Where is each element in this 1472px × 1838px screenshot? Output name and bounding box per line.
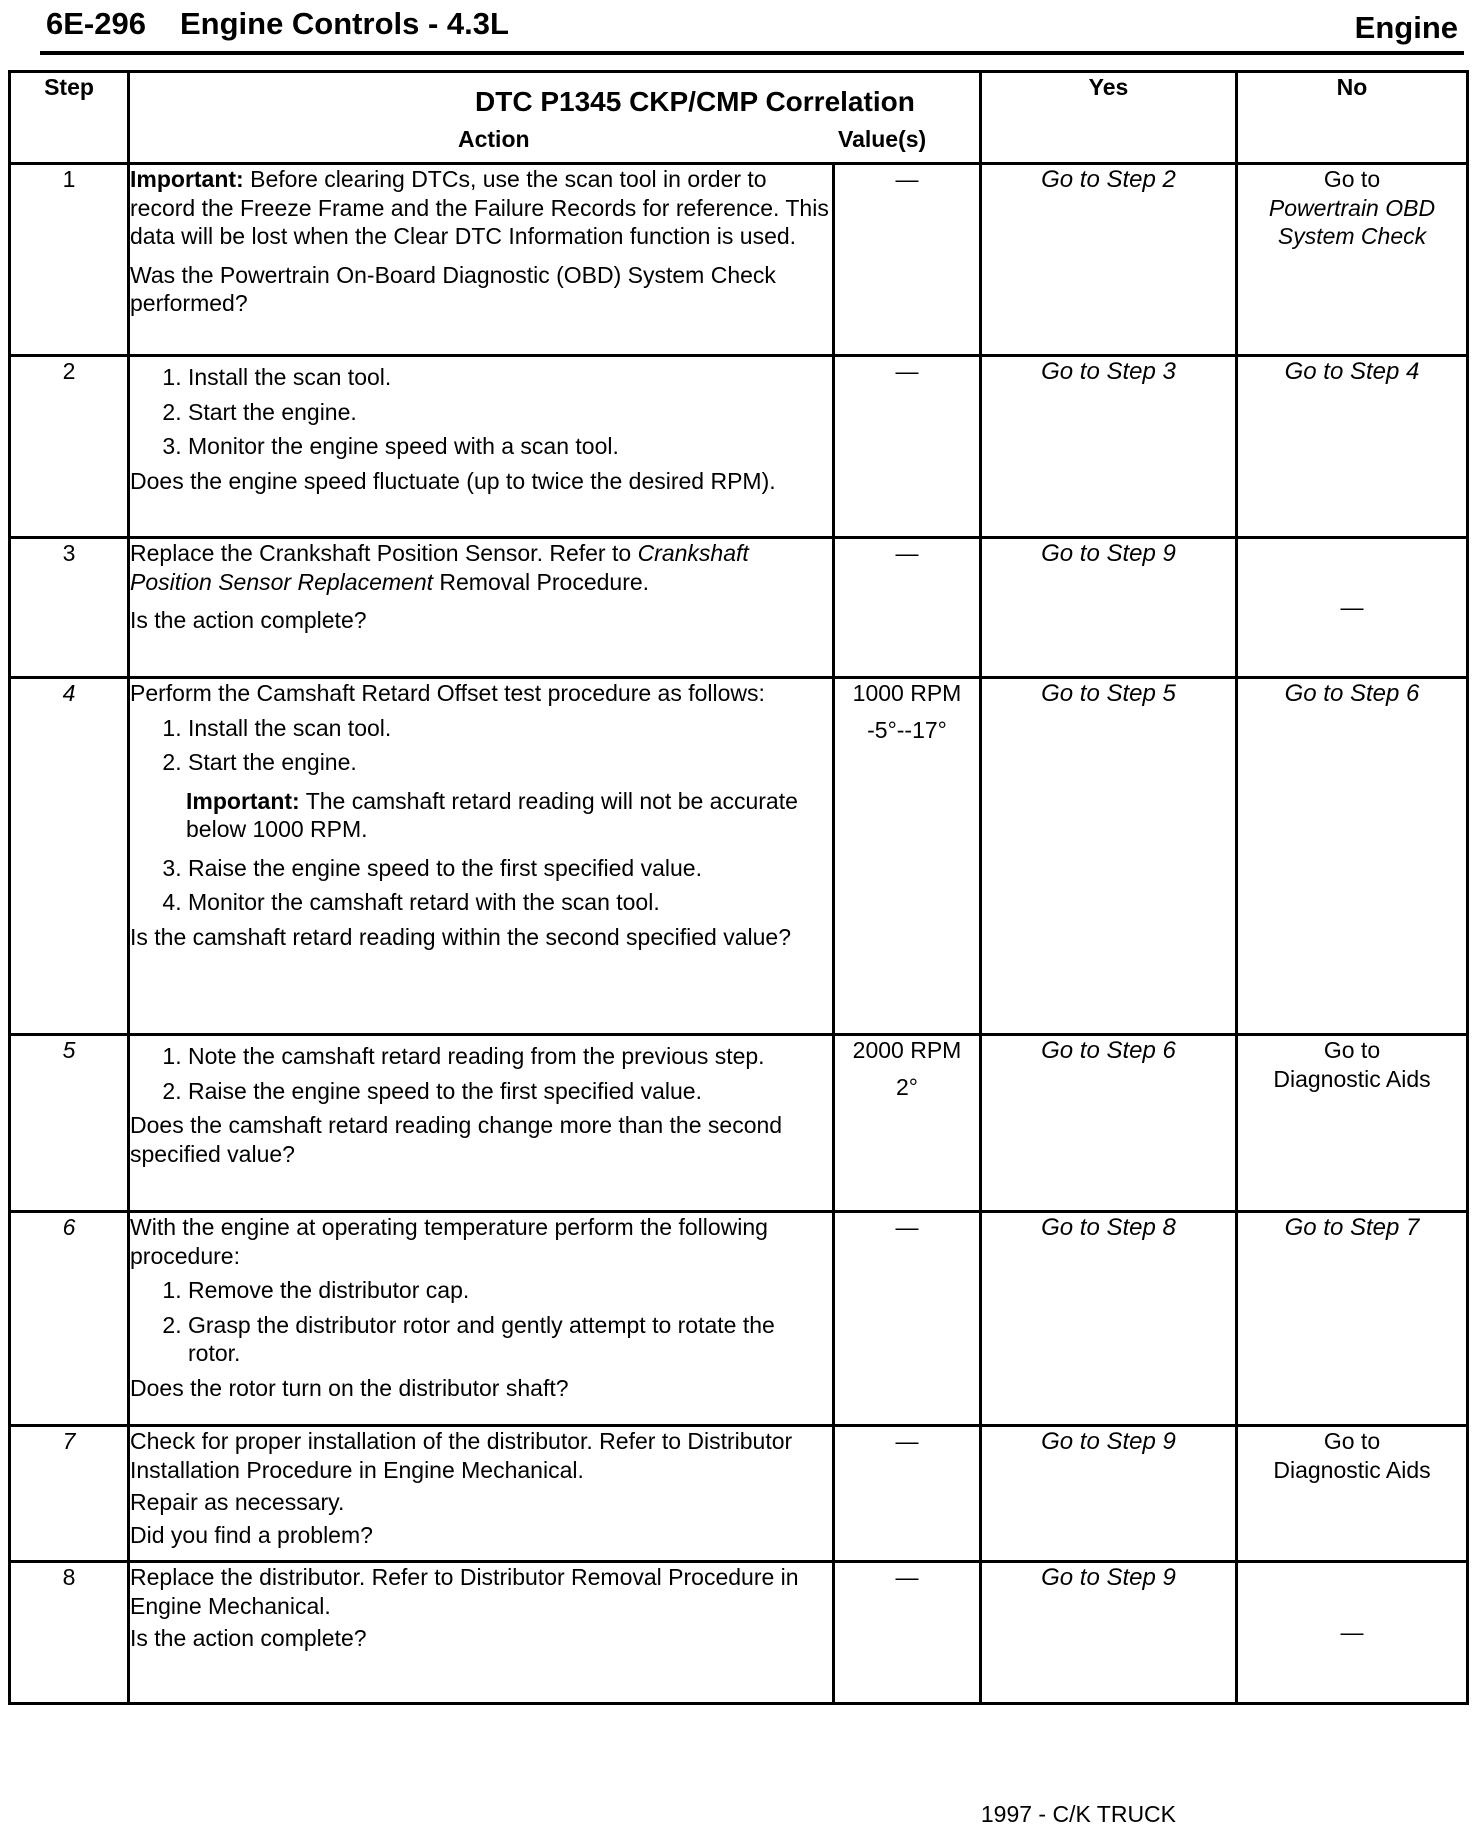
column-header-yes: Yes [981, 72, 1237, 164]
step-number: 7 [10, 1426, 129, 1562]
no-link[interactable]: Go to Step 6 [1284, 680, 1420, 707]
action-text: Replace the distributor. Refer to Distributor Removal Procedure in Engine Mechanical. [130, 1564, 799, 1619]
no-link[interactable]: Diagnostic Aids [1273, 1456, 1431, 1483]
page-header [40, 6, 1460, 48]
table-header-row [10, 72, 1468, 164]
column-header-action: Action [458, 126, 530, 153]
section-tab: Engine [1354, 10, 1458, 45]
procedure-list [130, 714, 832, 777]
diagnostic-table [8, 70, 1469, 1705]
no-cell [1237, 356, 1468, 538]
value-cell: — [834, 538, 981, 678]
yes-cell [981, 538, 1237, 678]
action-cell [129, 1212, 834, 1426]
action-cell [129, 1562, 834, 1704]
no-text: — [1340, 1619, 1364, 1646]
table-row [10, 1212, 1468, 1426]
no-cell [1237, 1035, 1468, 1212]
value-cell: — [834, 1426, 981, 1562]
no-link[interactable]: Diagnostic Aids [1273, 1065, 1431, 1092]
value-primary: 1000 RPM [852, 680, 962, 706]
step-number: 2 [10, 356, 129, 538]
yes-link[interactable]: Go to Step 3 [1041, 358, 1176, 385]
yes-link[interactable]: Go to Step 5 [1041, 680, 1176, 707]
important-label: Important: [186, 787, 300, 814]
procedure-list [130, 1276, 832, 1368]
step-number: 3 [10, 538, 129, 678]
yes-link[interactable]: Go to Step 9 [1041, 1564, 1176, 1591]
table-row [10, 538, 1468, 678]
action-text [130, 539, 832, 596]
table-row [10, 678, 1468, 1035]
value-cell: — [834, 1562, 981, 1704]
no-cell [1237, 538, 1468, 678]
action-text-part: Replace the Crankshaft Position Sensor. Refer to [130, 540, 638, 566]
table-row [10, 356, 1468, 538]
question-text: Does the camshaft retard reading change more than the second specified value? [130, 1112, 783, 1167]
procedure-list [130, 363, 832, 461]
title-cell [129, 72, 981, 164]
list-item: 3. Raise the engine speed to the first specified value. [188, 854, 832, 883]
yes-cell [981, 1562, 1237, 1704]
step-number: 6 [10, 1212, 129, 1426]
no-text: Go to [1323, 166, 1381, 192]
value-cell [834, 1035, 981, 1212]
list-item: 4. Monitor the camshaft retard with the scan tool. [188, 888, 832, 917]
question-text: Is the camshaft retard reading within the second specified value? [130, 923, 791, 950]
no-text: Go to [1323, 1037, 1381, 1063]
step-number: 5 [10, 1035, 129, 1212]
step-number: 8 [10, 1562, 129, 1704]
table-title: DTC P1345 CKP/CMP Correlation [475, 86, 915, 117]
list-item: 1. Install the scan tool. [188, 714, 832, 743]
table-row [10, 1035, 1468, 1212]
question-text: Is the action complete? [130, 607, 367, 634]
list-item: 2. Start the engine. [188, 748, 832, 777]
action-cell [129, 164, 834, 356]
yes-link[interactable]: Go to Step 8 [1041, 1214, 1176, 1241]
important-text: Before clearing DTCs, use the scan tool in order to record the Freeze Frame and the Failure Records for reference. This data will be lost when the Clear DTC Information function is used. [130, 166, 829, 250]
no-cell [1237, 164, 1468, 356]
table-row [10, 1426, 1468, 1562]
value-primary: 2000 RPM [852, 1037, 962, 1063]
value-cell: — [834, 1212, 981, 1426]
yes-cell [981, 1035, 1237, 1212]
header-left [46, 6, 509, 42]
question-text: Does the rotor turn on the distributor shaft? [130, 1374, 569, 1401]
action-cell [129, 1035, 834, 1212]
question-text: Is the action complete? [130, 1625, 367, 1652]
intro-text: Perform the Camshaft Retard Offset test procedure as follows: [130, 680, 765, 706]
procedure-reference: Crankshaft Position Sensor Replacement [130, 540, 749, 595]
list-item: 2. Raise the engine speed to the first specified value. [188, 1077, 832, 1106]
list-item: 1. Install the scan tool. [188, 363, 832, 392]
no-cell [1237, 1212, 1468, 1426]
action-cell [129, 678, 834, 1035]
action-text: Repair as necessary. [130, 1489, 345, 1516]
yes-link[interactable]: Go to Step 2 [1041, 166, 1176, 193]
column-header-no: No [1237, 72, 1468, 164]
column-header-step: Step [10, 72, 129, 164]
value-cell: — [834, 356, 981, 538]
list-item: 1. Note the camshaft retard reading from the previous step. [188, 1042, 832, 1071]
header-rule [40, 51, 1464, 55]
no-cell [1237, 1562, 1468, 1704]
list-item: 2. Start the engine. [188, 398, 832, 427]
important-label: Important: [130, 166, 244, 192]
page-code: 6E-296 [46, 6, 146, 41]
action-cell [129, 1426, 834, 1562]
procedure-list [130, 854, 832, 917]
yes-cell [981, 356, 1237, 538]
no-link[interactable]: Go to Step 7 [1284, 1214, 1420, 1241]
list-item: 2. Grasp the distributor rotor and gently attempt to rotate the rotor. [188, 1311, 832, 1368]
value-secondary: -5°--17° [867, 716, 947, 743]
list-item: 3. Monitor the engine speed with a scan tool. [188, 432, 832, 461]
question-text: Did you find a problem? [130, 1521, 373, 1548]
step-number: 1 [10, 164, 129, 356]
yes-cell [981, 1212, 1237, 1426]
yes-cell [981, 164, 1237, 356]
no-link[interactable]: Go to Step 4 [1284, 358, 1420, 385]
procedure-list [130, 1042, 832, 1105]
table-row [10, 1562, 1468, 1704]
action-text: Check for proper installation of the distributor. Refer to Distributor Installation Procedure in Engine Mechanical. [130, 1428, 793, 1483]
no-cell [1237, 1426, 1468, 1562]
value-cell [834, 678, 981, 1035]
question-text: Was the Powertrain On-Board Diagnostic (OBD) System Check performed? [130, 261, 776, 317]
intro-text: With the engine at operating temperature perform the following procedure: [130, 1214, 768, 1269]
yes-link[interactable]: Go to Step 6 [1041, 1037, 1176, 1064]
step-number: 4 [10, 678, 129, 1035]
page-footer: 1997 - C/K TRUCK [980, 1801, 1176, 1827]
yes-link[interactable]: Go to Step 9 [1041, 1428, 1176, 1455]
yes-cell [981, 1426, 1237, 1562]
no-text: Go to [1323, 1428, 1381, 1454]
important-note [130, 787, 832, 844]
list-item: 1. Remove the distributor cap. [188, 1276, 832, 1305]
question-text: Does the engine speed fluctuate (up to twice the desired RPM). [130, 467, 776, 494]
important-note [130, 165, 832, 251]
yes-link[interactable]: Go to Step 9 [1041, 540, 1176, 567]
value-cell: — [834, 164, 981, 356]
no-cell [1237, 678, 1468, 1035]
section-title: Engine Controls - 4.3L [179, 6, 509, 41]
yes-cell [981, 678, 1237, 1035]
action-text-part: Removal Procedure. [433, 568, 650, 595]
column-header-values: Value(s) [838, 126, 927, 153]
action-cell [129, 356, 834, 538]
no-link[interactable]: Powertrain OBD System Check [1268, 194, 1436, 250]
action-cell [129, 538, 834, 678]
important-text: The camshaft retard reading will not be accurate below 1000 RPM. [186, 787, 798, 843]
table-row [10, 164, 1468, 356]
value-secondary: 2° [896, 1073, 918, 1100]
no-text: — [1340, 594, 1364, 621]
